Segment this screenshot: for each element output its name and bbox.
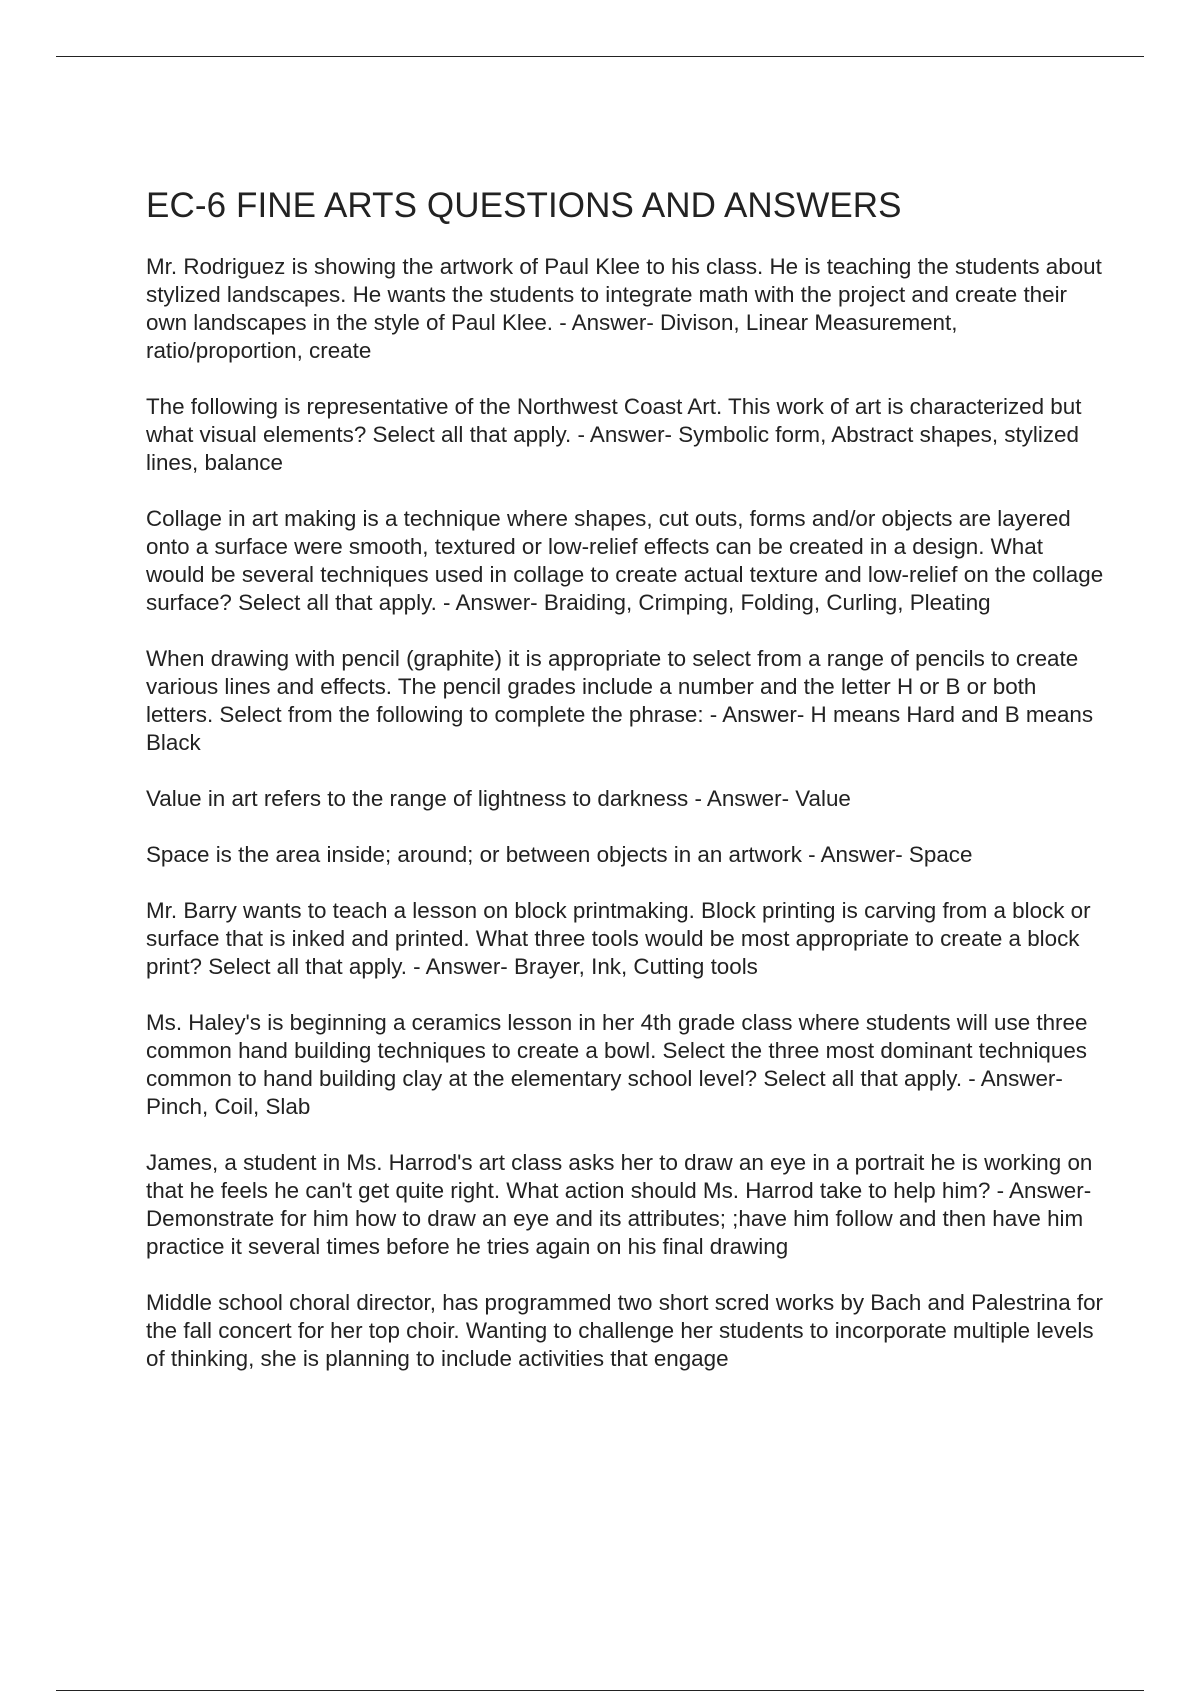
bottom-rule [56,1690,1144,1691]
top-rule [56,56,1144,57]
qa-entry: Mr. Barry wants to teach a lesson on block printmaking. Block printing is carving from a block or surface that is inked and printed. What three tools would be most appropriate to create a block print? Select all that apply. - Answer- Brayer, Ink, Cutting tools [146,898,1091,979]
qa-entry: James, a student in Ms. Harrod's art class asks her to draw an eye in a portrait he is working on that he feels he can't get quite right. What action should Ms. Harrod take to help him? - Answer- Demonstrate for him how to draw an eye and its attributes; ;have him follow and then have him practice it several times before he tries again on his final drawing [146,1150,1093,1259]
qa-entry: Mr. Rodriguez is showing the artwork of Paul Klee to his class. He is teaching the students about stylized landscapes. He wants the students to integrate math with the project and create their own landscapes in the style of Paul Klee. - Answer- Divison, Linear Measurement, ratio/proportion, create [146,254,1102,363]
qa-entry: Collage in art making is a technique where shapes, cut outs, forms and/or objects are layered onto a surface were smooth, textured or low-relief effects can be created in a design. What would be several techniques used in collage to create actual texture and low-relief on the collage surface? Select all that apply. - Answer- Braiding, Crimping, Folding, Curling, Pleating [146,506,1104,615]
qa-entry: The following is representative of the Northwest Coast Art. This work of art is characterized but what visual elements? Select all that apply. - Answer- Symbolic form, Abstract shapes, stylized lines, balance [146,394,1082,475]
qa-entry: Value in art refers to the range of lightness to darkness - Answer- Value [146,786,851,811]
qa-entry: Ms. Haley's is beginning a ceramics lesson in her 4th grade class where students will use three common hand building techniques to create a bowl. Select the three most dominant techniques common to hand building clay at the elementary school level? Select all that apply. - Answer- Pinch, Coil, Slab [146,1010,1088,1119]
document-title: EC-6 FINE ARTS QUESTIONS AND ANSWERS [146,186,902,225]
qa-entry: Middle school choral director, has programmed two short scred works by Bach and Palestrina for the fall concert for her top choir. Wanting to challenge her students to incorporate multiple levels of thinking, she is planning to include activities that engage [146,1290,1104,1371]
qa-entry: When drawing with pencil (graphite) it is appropriate to select from a range of pencils to create various lines and effects. The pencil grades include a number and the letter H or B or both letters. Select from the following to complete the phrase: - Answer- H means Hard and B means Black [146,646,1094,755]
document-body [146,184,1106,1401]
qa-entry: Space is the area inside; around; or between objects in an artwork - Answer- Space [146,842,973,867]
